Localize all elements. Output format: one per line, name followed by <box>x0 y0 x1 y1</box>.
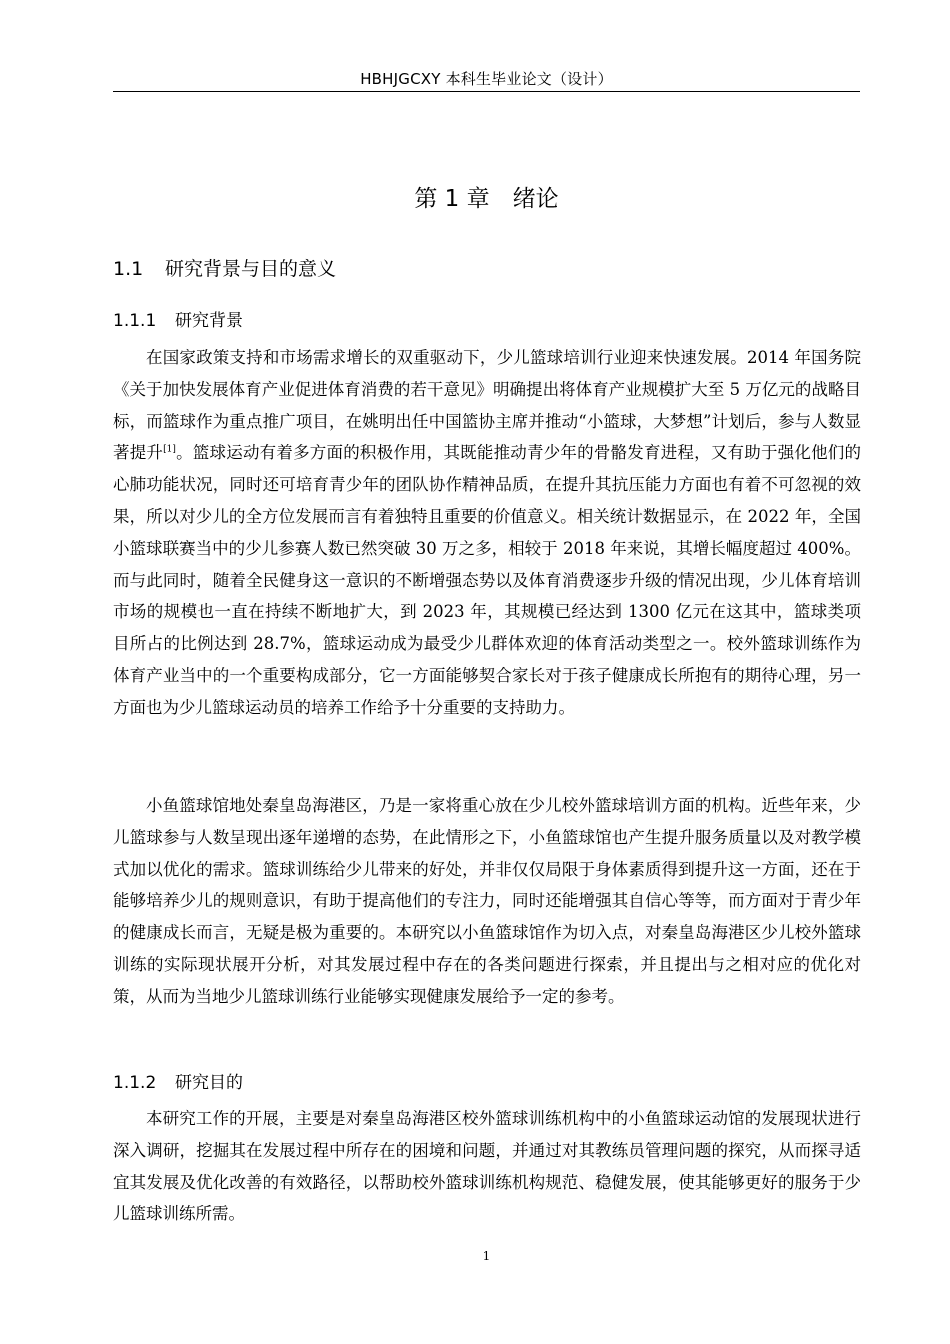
subsection-title: 研究背景 <box>175 311 243 331</box>
page-number: 1 <box>482 1249 491 1263</box>
citation-1: [1] <box>163 444 176 455</box>
running-header: HBHJGCXY 本科生毕业论文（设计） <box>360 70 613 88</box>
paragraph-text: 本研究工作的开展，主要是对秦皇岛海港区校外篮球训练机构中的小鱼篮球运动馆的发展现状进行深入调研，挖掘其在发展过程中所存在的困境和问题，并通过对其教练员管理问题的探究，从而探寻适宜其发展及优化改善的有效路径，以帮助校外篮球训练机构规范、稳健发展，使其能够更好的服务于少儿篮球训练所需。 <box>113 1109 861 1224</box>
paragraph-background-1 <box>113 342 861 724</box>
paragraph-background-2 <box>113 790 861 1013</box>
section-heading-1-1 <box>113 254 336 281</box>
header-rule <box>113 91 860 92</box>
paragraph-text: 在国家政策支持和市场需求增长的双重驱动下，少儿篮球培训行业迎来快速发展。2014 年国务院《关于加快发展体育产业促进体育消费的若干意见》明确提出将体育产业规模扩大至 5 万亿元的战略目标，而篮球作为重点推广项目，在姚明出任中国篮协主席并推动“小篮球，大梦想”计划后，参与人数显著提升 <box>113 348 861 463</box>
paragraph-text: 。篮球运动有着多方面的积极作用，其既能推动青少年的骨骼发育进程，又有助于强化他们的心肺功能状况，同时还可培育青少年的团队协作精神品质，在提升其抗压能力方面也有着不可忽视的效果，所以对少儿的全方位发展而言有着独特且重要的价值意义。相关统计数据显示，在 2022 年，全国小篮球联赛当中的少儿参赛人数已然突破 30 万之多，相较于 2018 年来说，其增长幅度超过 400%。而与此同时，随着全民健身这一意识的不断增强态势以及体育消费逐步升级的情况出现，少儿体育培训市场的规模也一直在持续不断地扩大，到 2023 年，其规模已经达到 1300 亿元在这其中，篮球类项目所占的比例达到 28.7%，篮球运动成为最受少儿群体欢迎的体育活动类型之一。校外篮球训练作为体育产业当中的一个重要构成部分，它一方面能够契合家长对于孩子健康成长所抱有的期待心理，另一方面也为少儿篮球运动员的培养工作给予十分重要的支持助力。 <box>113 443 862 717</box>
subsection-heading-1-1-2 <box>113 1068 243 1093</box>
subsection-number: 1.1.1 <box>113 311 157 331</box>
subsection-heading-1-1-1 <box>113 306 243 331</box>
subsection-number: 1.1.2 <box>113 1073 157 1093</box>
section-title: 研究背景与目的意义 <box>165 258 337 280</box>
chapter-title: 第 1 章 绪论 <box>414 186 559 212</box>
paragraph-text: 小鱼篮球馆地处秦皇岛海港区，乃是一家将重心放在少儿校外篮球培训方面的机构。近些年来，少儿篮球参与人数呈现出逐年递增的态势，在此情形之下，小鱼篮球馆也产生提升服务质量以及对教学模式加以优化的需求。篮球训练给少儿带来的好处，并非仅仅局限于身体素质得到提升这一方面，还在于能够培养少儿的规则意识，有助于提高他们的专注力，同时还能增强其自信心等等，而方面对于青少年的健康成长而言，无疑是极为重要的。本研究以小鱼篮球馆作为切入点，对秦皇岛海港区少儿校外篮球训练的实际现状展开分析，对其发展过程中存在的各类问题进行探索，并且提出与之相对应的优化对策，从而为当地少儿篮球训练行业能够实现健康发展给予一定的参考。 <box>113 796 861 1006</box>
section-number: 1.1 <box>113 258 144 280</box>
paragraph-purpose <box>113 1103 861 1230</box>
subsection-title: 研究目的 <box>175 1073 243 1093</box>
